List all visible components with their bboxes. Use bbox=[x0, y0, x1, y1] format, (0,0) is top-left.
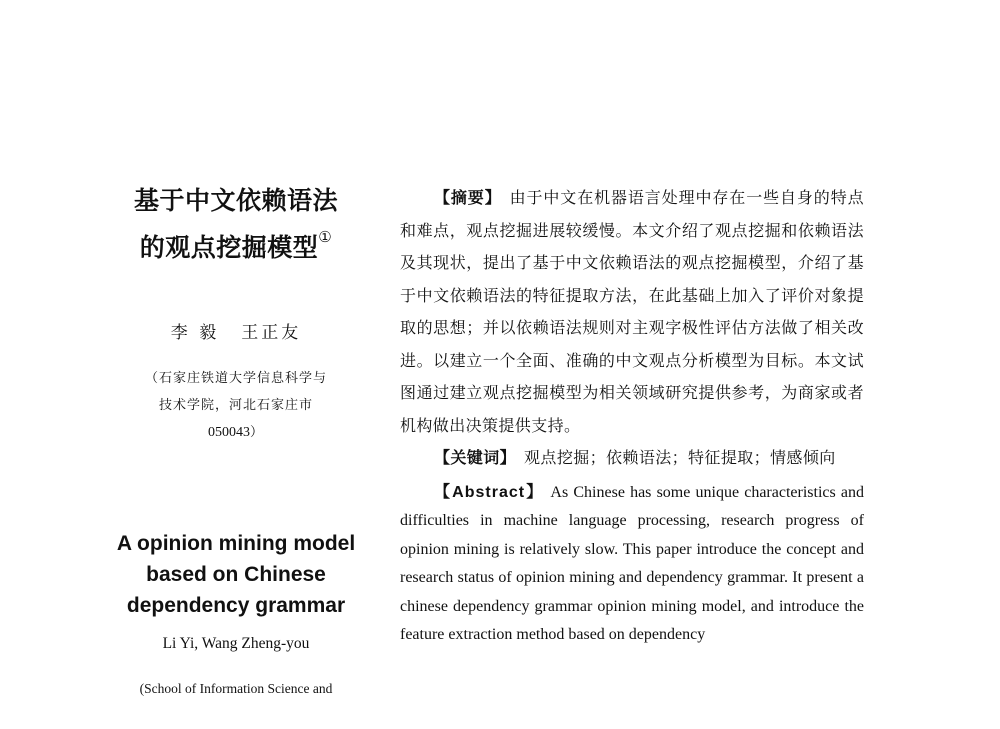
chinese-title-line-1: 基于中文依赖语法 bbox=[133, 186, 338, 215]
english-affiliation: (School of Information Science and bbox=[139, 681, 333, 696]
chinese-title bbox=[100, 182, 372, 266]
english-authors: Li Yi, Wang Zheng-you bbox=[162, 635, 310, 652]
chinese-affiliation-line-1: （石家庄铁道大学信息科学与 bbox=[144, 371, 327, 386]
chinese-authors bbox=[100, 318, 372, 343]
chinese-keywords bbox=[400, 442, 864, 475]
postal-code: 050043 bbox=[207, 425, 250, 440]
chinese-affiliation-line-2: 技术学院，河北石家庄市 bbox=[158, 398, 313, 413]
chinese-abstract-text: 由于中文在机器语言处理中存在一些自身的特点和难点，观点挖掘进展较缓慢。本文介绍了观点挖掘和依赖语法及其现状，提出了基于中文依赖语法的观点挖掘模型，介绍了基于中文依赖语法的特征提取方法，在此基础上加入了评价对象提取的思想；并以依赖语法规则对主观字极性评估方法做了相关改进。以建立一个全面、准确的中文观点分析模型为目标。本文试图通过建立观点挖掘模型为相关领域研究提供参考，为商家或者机构做出决策提供支持。 bbox=[400, 188, 864, 435]
keywords-label: 【关键词】 bbox=[434, 448, 517, 467]
chinese-abstract bbox=[400, 182, 864, 442]
chinese-keywords-text: 观点挖掘；依赖语法；特征提取；情感倾向 bbox=[524, 448, 836, 467]
english-abstract-text: As Chinese has some unique characteristics and difficulties in machine language processing, research progress of opinion mining is relatively slow. This paper introduce the concept and research status of opinion mining and dependency grammar. It present a chinese dependency grammar opinion mining model, and introduce the feature extraction method based on dependency bbox=[400, 483, 865, 643]
footnote-marker: ① bbox=[318, 228, 333, 246]
abstract-column bbox=[400, 182, 864, 650]
chinese-title-line-2: 的观点挖掘模型 bbox=[139, 233, 319, 262]
chinese-author-1: 李 毅 bbox=[170, 323, 220, 343]
abstract-label: 【摘要】 bbox=[434, 188, 502, 207]
affiliation-close-paren: ） bbox=[249, 425, 264, 440]
english-abstract bbox=[400, 479, 864, 650]
english-title: A opinion mining model based on Chinese dependency grammar bbox=[116, 532, 356, 617]
english-abstract-label: 【Abstract】 bbox=[434, 483, 545, 501]
chinese-affiliation bbox=[100, 365, 372, 446]
title-block bbox=[100, 182, 372, 697]
chinese-author-2: 王正友 bbox=[241, 323, 302, 343]
